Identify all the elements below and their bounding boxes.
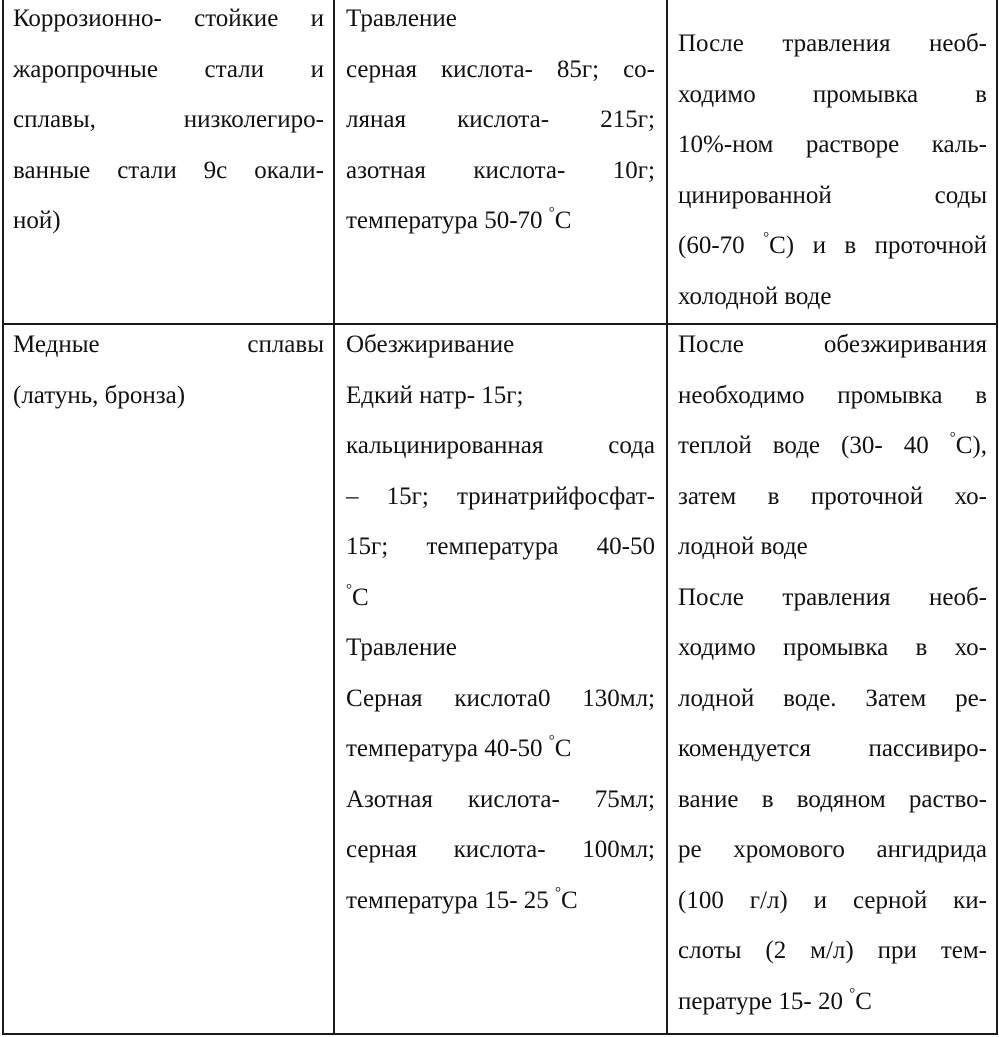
text-line: температура 15- 25 °С bbox=[346, 884, 578, 914]
text-line: Обезжиривание bbox=[346, 331, 515, 358]
text-line: (латунь, бронза) bbox=[13, 381, 186, 409]
text-line: холодной воде bbox=[678, 282, 832, 310]
text-line: 10%-ном растворе каль- bbox=[678, 131, 987, 158]
text-line: ходимо промывка в bbox=[678, 80, 987, 108]
text-line: вание в водяном раство- bbox=[678, 785, 987, 813]
text-line: цинированной соды bbox=[678, 181, 987, 209]
text-line: – 15г; тринатрийфосфат- bbox=[346, 482, 655, 510]
row1-process-cell bbox=[346, 0, 655, 247]
text-line: серная кислота- 85г; со- bbox=[346, 55, 655, 83]
text-line: После обезжиривания bbox=[678, 331, 987, 358]
text-line: (60-70 °С) и в проточной bbox=[678, 230, 987, 259]
text-line: 15г; температура 40-50 bbox=[346, 533, 655, 560]
table-border-left bbox=[2, 0, 4, 1035]
text-line: ре хромового ангидрида bbox=[678, 836, 987, 863]
text-line: Серная кислота0 130мл; bbox=[346, 684, 655, 712]
text-line: необходимо промывка в bbox=[678, 381, 987, 409]
text-line: серная кислота- 100мл; bbox=[346, 836, 655, 863]
table-border-bottom bbox=[2, 1033, 998, 1035]
text-line: кальцинированная сода bbox=[346, 432, 655, 459]
text-line: теплой воде (30- 40 °С), bbox=[678, 430, 987, 459]
text-line: комендуется пассивиро- bbox=[678, 735, 987, 762]
column-divider-1 bbox=[333, 0, 335, 1035]
row1-material-cell bbox=[13, 0, 324, 247]
text-line: Азотная кислота- 75мл; bbox=[346, 785, 655, 813]
text-line: Травление bbox=[346, 5, 457, 32]
text-line: ванные стали 9с окали- bbox=[13, 156, 324, 184]
text-line: сплавы, низколегиро- bbox=[13, 106, 324, 133]
row2-process-cell bbox=[346, 320, 655, 926]
table-border-right bbox=[996, 0, 998, 1035]
text-line: После травления необ- bbox=[678, 30, 987, 57]
text-line: пературе 15- 20 °С bbox=[678, 985, 872, 1015]
text-line: жаропрочные стали и bbox=[13, 55, 324, 83]
text-line: лодной воде bbox=[678, 533, 808, 560]
text-line: слоты (2 м/л) при тем- bbox=[678, 937, 987, 964]
text-line: затем в проточной хо- bbox=[678, 482, 987, 510]
text-line: Медные сплавы bbox=[13, 331, 324, 358]
text-line: ляная кислота- 215г; bbox=[346, 106, 655, 133]
text-line: температура 50-70 °С bbox=[346, 205, 572, 234]
text-line: ной) bbox=[13, 207, 61, 234]
column-divider-2 bbox=[666, 0, 668, 1035]
text-line: лодной воде. Затем ре- bbox=[678, 684, 987, 712]
text-line: Коррозионно- стойкие и bbox=[13, 5, 324, 32]
row2-notes-cell bbox=[678, 320, 987, 1027]
text-line: азотная кислота- 10г; bbox=[346, 156, 655, 184]
row2-material-cell bbox=[13, 320, 324, 421]
text-line: После травления необ- bbox=[678, 583, 987, 611]
text-line: Травление bbox=[346, 634, 457, 661]
text-line: °С bbox=[346, 581, 369, 611]
row1-notes-cell bbox=[678, 19, 987, 322]
text-line: (100 г/л) и серной ки- bbox=[678, 886, 987, 914]
text-line: Едкий натр- 15г; bbox=[346, 381, 524, 409]
text-line: ходимо промывка в хо- bbox=[678, 634, 987, 661]
text-line: температура 40-50 °С bbox=[346, 733, 572, 762]
